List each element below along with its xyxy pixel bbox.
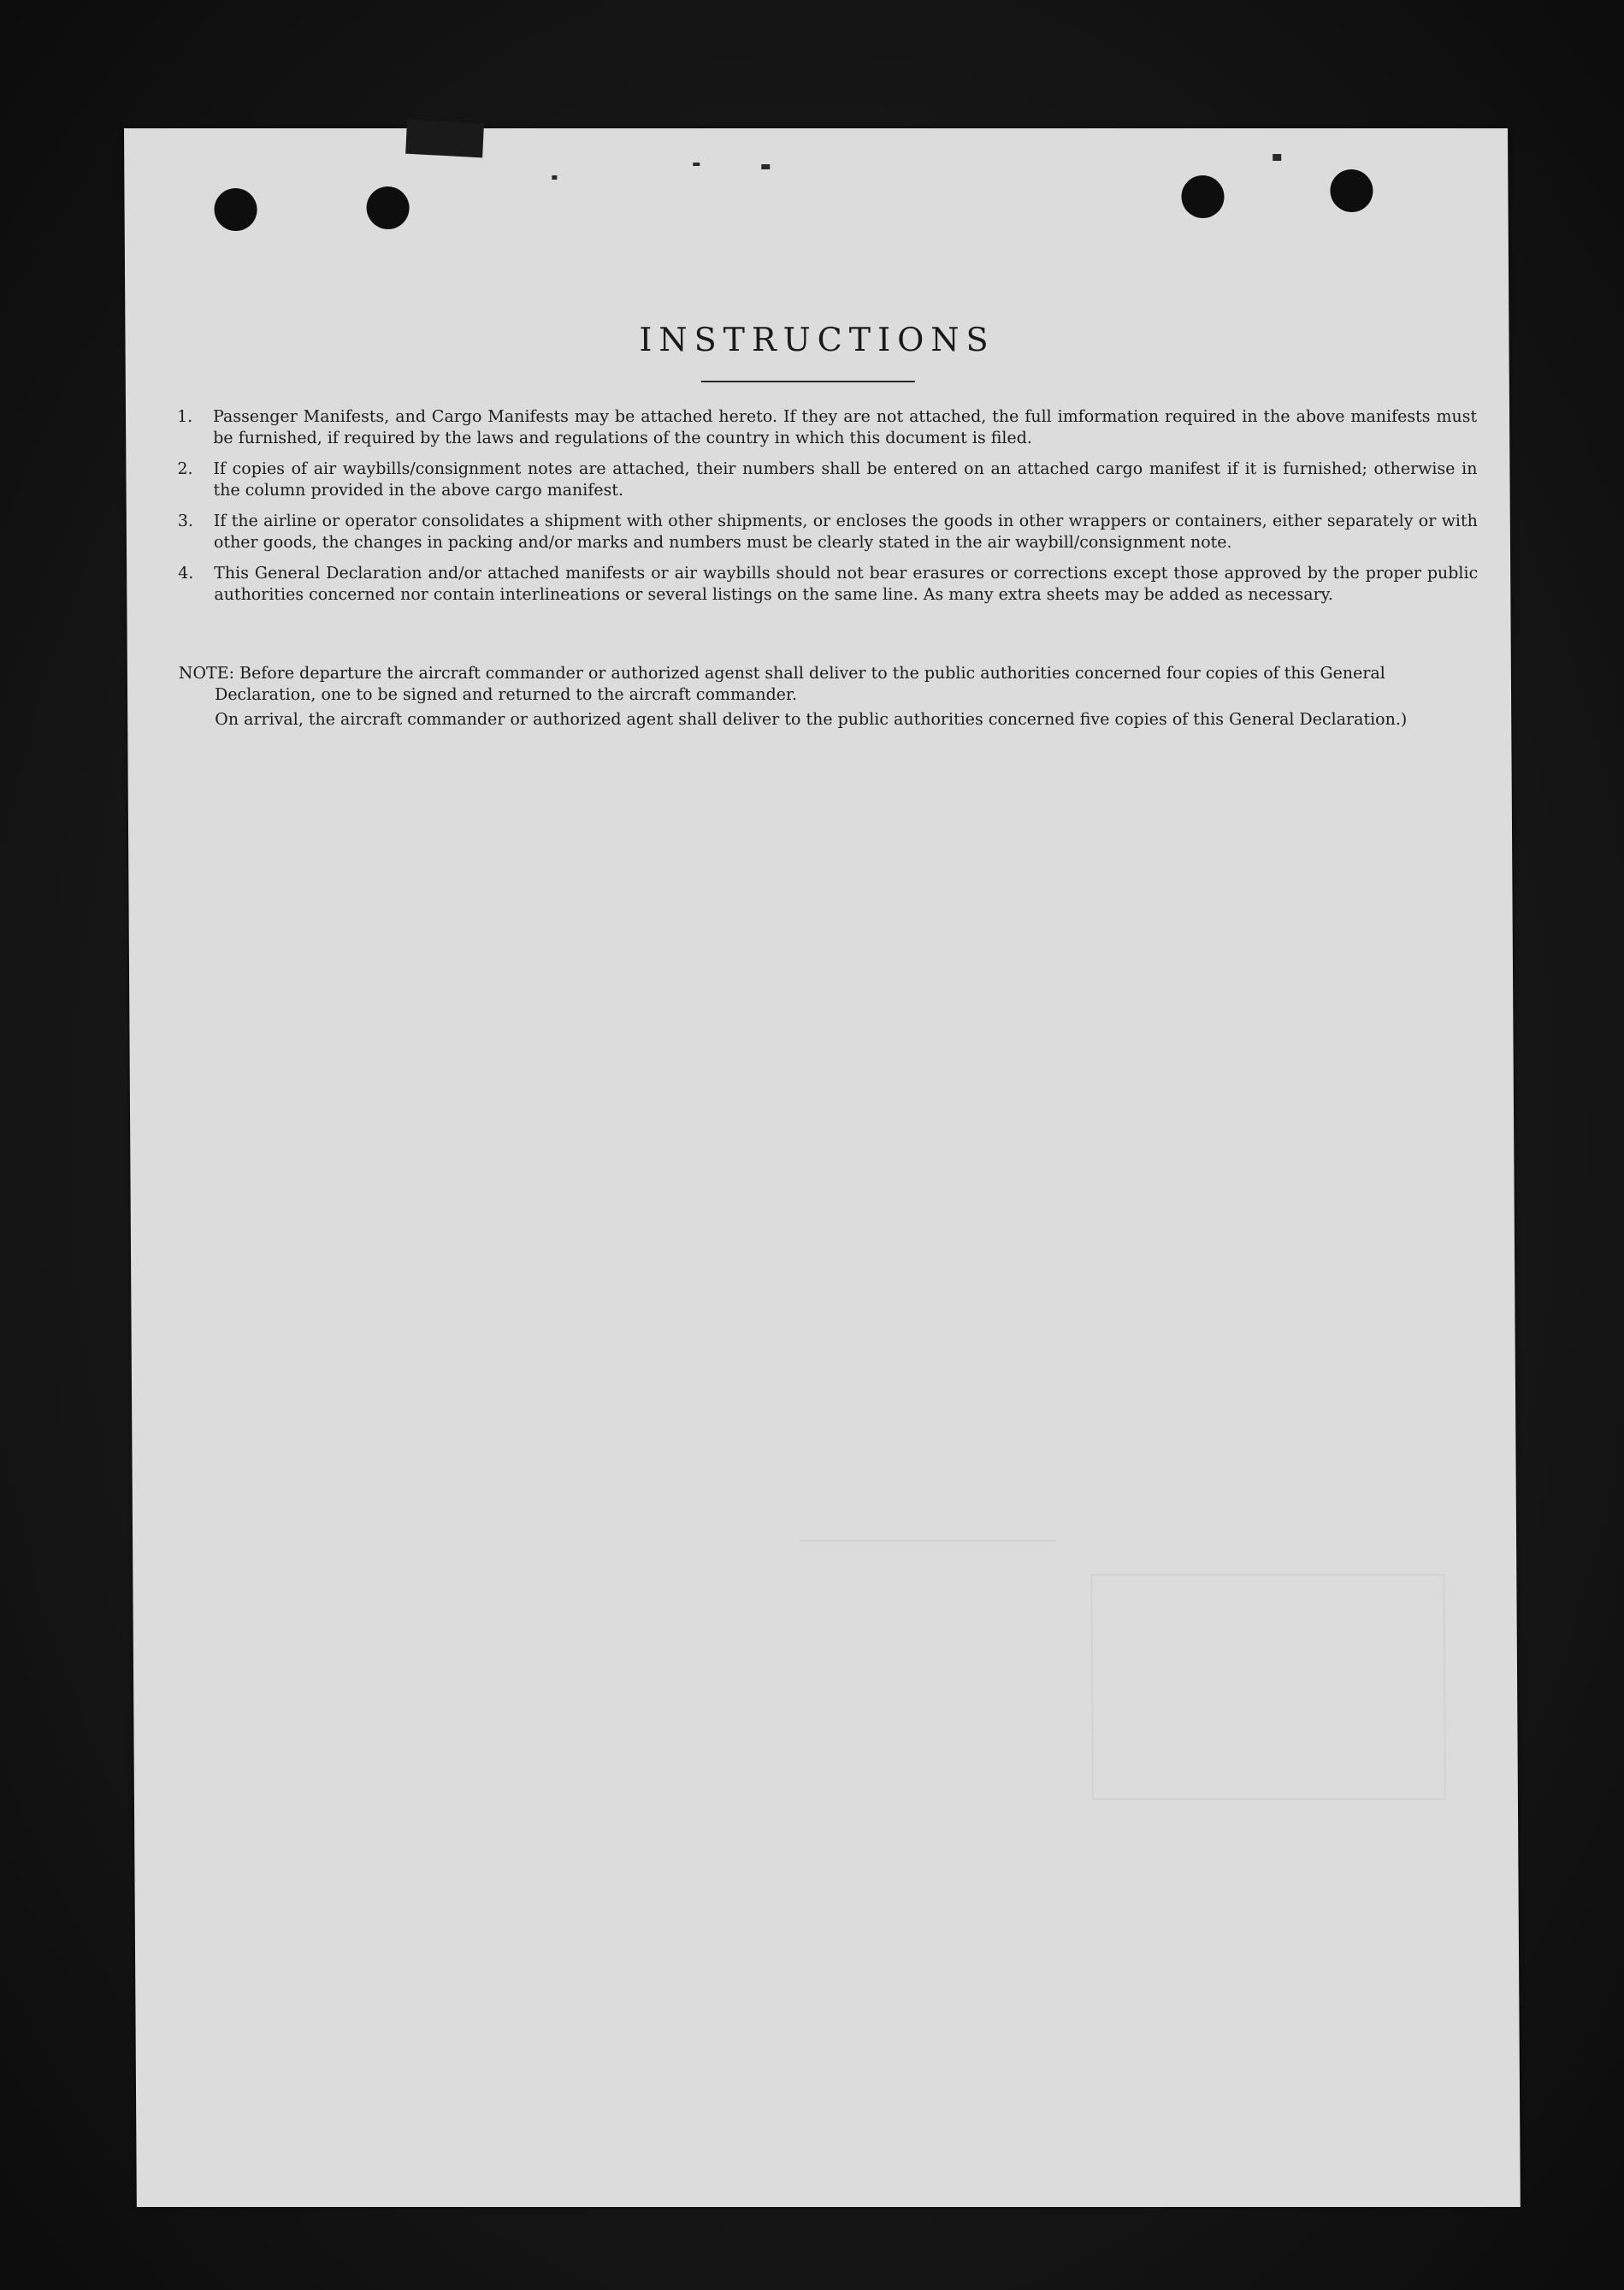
speck: [693, 163, 700, 166]
speck: [552, 175, 557, 180]
item-text: This General Declaration and/or attached manifests or air waybills should not bear erasures or corrections except those approved by the proper public authorities concerned nor contain interlineations or several listings on the same line. As many extra sheets may be added as necessary.: [214, 564, 1479, 604]
instruction-item: [177, 459, 1477, 501]
item-number: 4.: [178, 564, 194, 583]
note-arrival: On arrival, the aircraft commander or authorized agent shall deliver to the public authorities concerned five copies of this General Declaration.): [215, 710, 1408, 729]
speck: [1273, 154, 1281, 161]
tape-mark: [405, 120, 484, 158]
punch-hole-1: [214, 188, 257, 231]
document-page: [124, 128, 1521, 2207]
instruction-item: [178, 511, 1478, 553]
note-departure: NOTE: Before departure the aircraft commander or authorized agenst shall deliver to the public authorities concerned four copies of this General Declaration, one to be signed and returned to the aircraft commander.: [178, 664, 1385, 704]
item-text: If copies of air waybills/consignment notes are attached, their numbers shall be entered on an attached cargo manifest if it is furnished; otherwise in the column provided in the above cargo manifest.: [213, 459, 1478, 500]
item-number: 1.: [176, 407, 193, 426]
instruction-item: [178, 563, 1478, 606]
bleed-through-box: [1090, 1574, 1446, 1800]
item-number: 2.: [177, 459, 193, 478]
item-text: Passenger Manifests, and Cargo Manifests may be attached hereto. If they are not attached, the full imformation required in the above manifests must be furnished, if required by the laws and regulations of the country in which this document is filed.: [212, 407, 1478, 447]
item-number: 3.: [177, 512, 194, 530]
speck: [761, 164, 770, 169]
page-title: INSTRUCTIONS: [639, 321, 995, 358]
instruction-list: [177, 406, 1478, 615]
note-block: [179, 663, 1479, 731]
punch-hole-4: [1330, 169, 1373, 212]
title-underline: [701, 381, 915, 382]
instruction-item: [177, 406, 1477, 449]
punch-hole-3: [1181, 175, 1224, 218]
bleed-through-block: [800, 1514, 1056, 1541]
punch-hole-2: [366, 186, 409, 229]
item-text: If the airline or operator consolidates a shipment with other shipments, or encloses the goods in other wrappers or containers, either separately or with other goods, the changes in packing and/or marks and numbers must be clearly stated in the air waybill/consignment note.: [213, 512, 1478, 552]
